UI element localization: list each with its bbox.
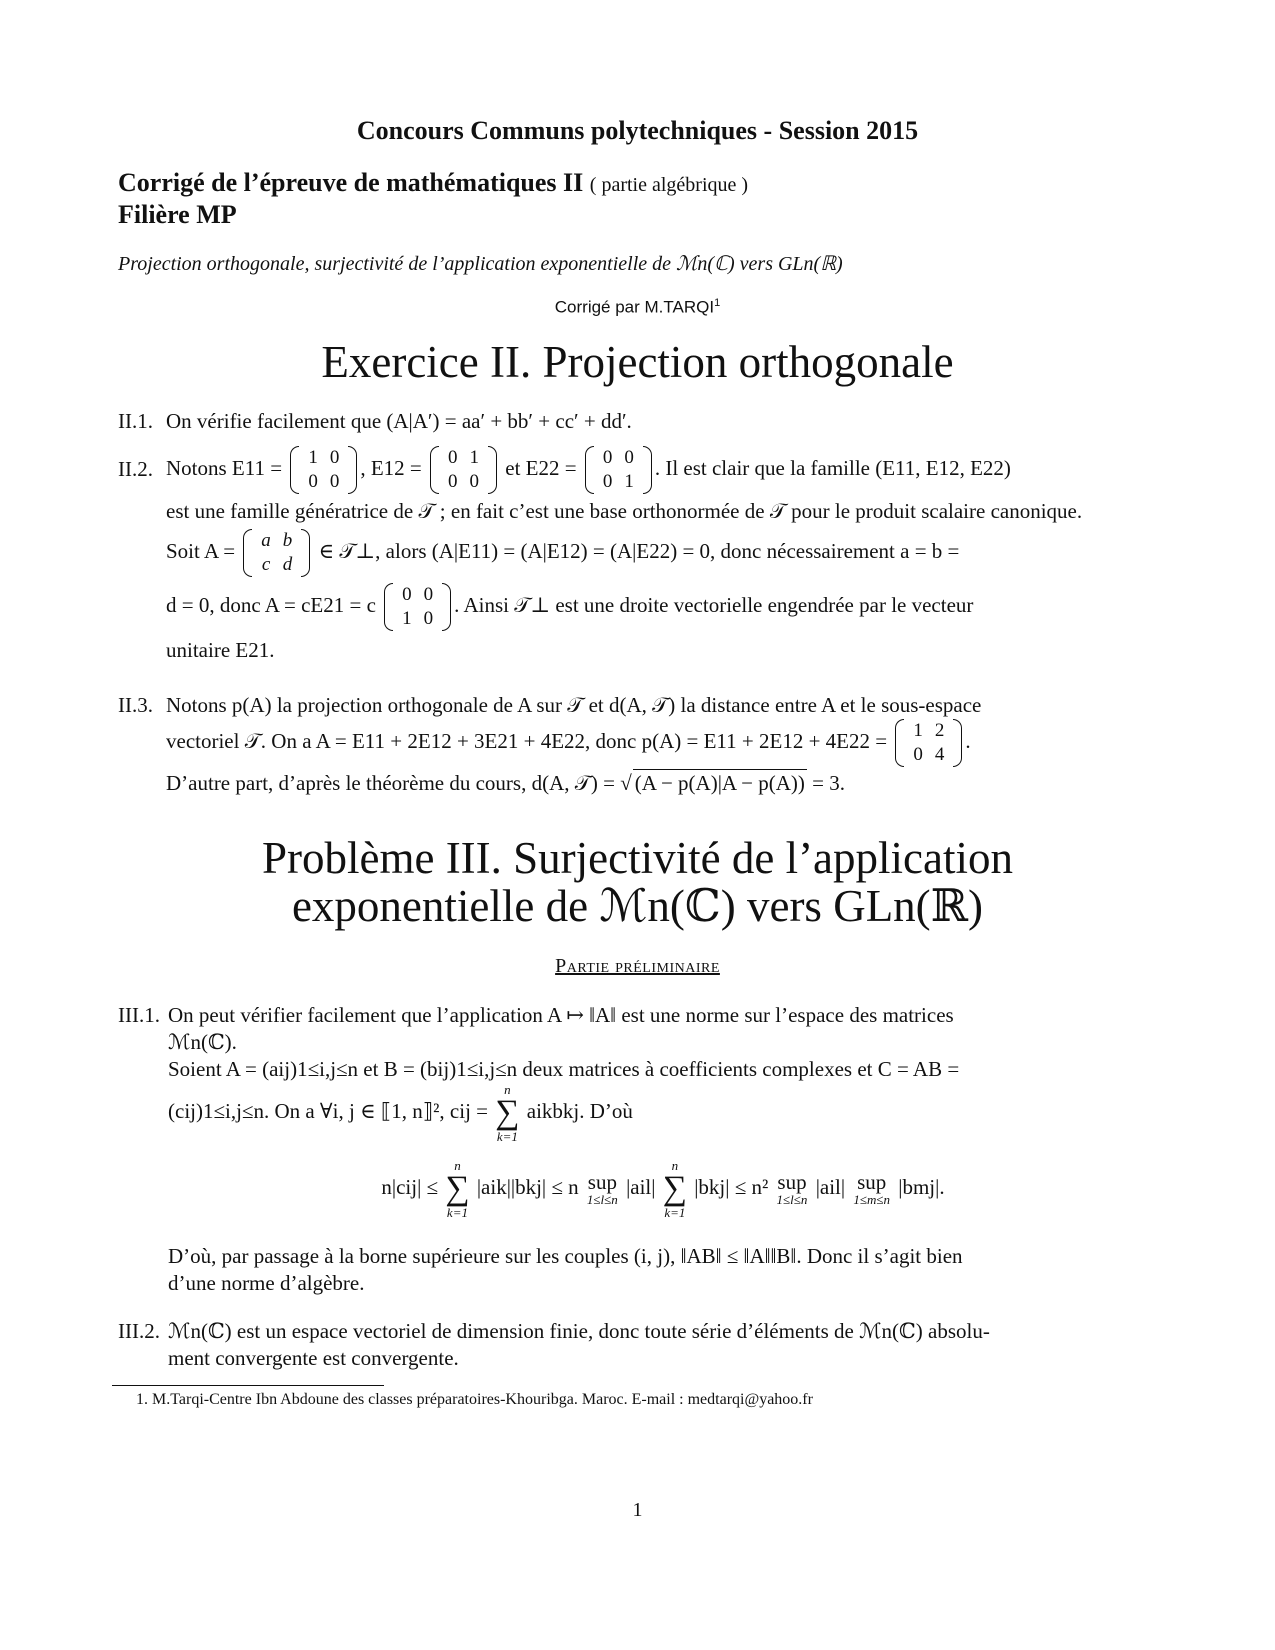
- item-label: II.2.: [118, 457, 153, 481]
- sup-operator: [853, 1171, 890, 1207]
- footnote: 1. M.Tarqi-Centre Ibn Abdoune des classes préparatoires-Khouribga. Maroc. E-mail : medtarqi@yahoo.fr: [136, 1391, 813, 1408]
- sup-operator: [587, 1171, 618, 1207]
- problem3-title-line2: exponentielle de ℳn(ℂ) vers GLn(ℝ): [291, 881, 984, 931]
- text-fragment: Soit A =: [166, 538, 236, 563]
- text-fragment: |aik||bkj| ≤ n: [476, 1174, 579, 1199]
- item-II-3: [118, 692, 1158, 797]
- text-fragment: n|cij| ≤: [381, 1174, 439, 1199]
- text-fragment: = 3.: [812, 771, 846, 795]
- sum-upper: n: [454, 1158, 461, 1173]
- sup-operator: [777, 1171, 808, 1207]
- sup-word: sup: [587, 1170, 617, 1195]
- text-fragment: vectoriel 𝒯. On a A = E11 + 2E12 + 3E21 + 4E22, donc p(A) = E11 + 2E12 + 4E22 =: [166, 728, 888, 753]
- inequality-display: [168, 1159, 1158, 1233]
- sum-sigma: ∑: [662, 1170, 687, 1207]
- sum-upper: n: [504, 1082, 511, 1097]
- sup-word: sup: [857, 1170, 887, 1195]
- sum-upper: n: [671, 1158, 679, 1173]
- text-fragment: , E12 =: [360, 455, 422, 480]
- sum-operator: [445, 1159, 469, 1219]
- page-number: 1: [632, 1499, 643, 1521]
- item-label: II.1.: [118, 409, 153, 433]
- item-II-1: [118, 408, 1158, 435]
- main-title: Concours Communs polytechniques - Session 2015: [356, 116, 919, 145]
- sum-lower: k=1: [664, 1205, 686, 1220]
- text-fragment: Notons E11 =: [166, 455, 283, 480]
- sum-lower: k=1: [446, 1205, 468, 1220]
- item-label: II.3.: [118, 693, 153, 717]
- text-fragment: d = 0, donc A = cE21 = c: [166, 592, 376, 617]
- sup-limit: 1≤l≤n: [586, 1192, 618, 1208]
- theme-line: Projection orthogonale, surjectivité de l’application exponentielle de ℳn(ℂ) vers GLn(ℝ): [118, 253, 843, 275]
- item-III-2: [118, 1318, 1158, 1372]
- text-line: ℳn(ℂ).: [168, 1030, 237, 1054]
- matrix-E11: 1 0 0 0: [290, 446, 357, 494]
- footnote-rule: [112, 1385, 384, 1386]
- text-line: Notons p(A) la projection orthogonale de A sur 𝒯 et d(A, 𝒯) la distance entre A et le sous-espace: [166, 693, 982, 717]
- matrix-line: [166, 583, 1156, 637]
- text-fragment: |ail|: [626, 1174, 656, 1199]
- item-III-1: [118, 1002, 1158, 1297]
- text-fragment: . Ainsi 𝒯⊥ est une droite vectorielle engendrée par le vecteur: [454, 592, 974, 617]
- text-fragment: .: [965, 728, 971, 753]
- sum-sigma: ∑: [495, 1094, 520, 1131]
- subtitle-block: [118, 168, 748, 230]
- text-fragment: aikbkj. D’où: [526, 1098, 633, 1123]
- distance-line: D’autre part, d’après le théorème du cours, d(A, 𝒯) = √ (A − p(A)|A − p(A)) = 3.: [166, 771, 846, 795]
- author: Corrigé par M.TARQI: [554, 297, 715, 317]
- text-fragment: ∈ 𝒯⊥, alors (A|E11) = (A|E12) = (A|E22) = 0, donc nécessairement a = b =: [318, 538, 960, 563]
- sum-operator: [663, 1159, 687, 1219]
- sup-limit: 1≤l≤n: [776, 1192, 808, 1208]
- text-fragment: D’autre part, d’après le théorème du cours, d(A, 𝒯) =: [166, 771, 615, 795]
- text-line: est une famille génératrice de 𝒯 ; en fait c’est une base orthonormée de 𝒯 pour le produit scalaire canonique.: [166, 499, 1083, 523]
- text-fragment: |bmj|.: [898, 1174, 945, 1199]
- text-line: On peut vérifier facilement que l’application A ↦ ‖A‖ est une norme sur l’espace des matrices: [168, 1003, 954, 1027]
- sqrt-content: (A − p(A)|A − p(A)): [634, 771, 805, 795]
- problem3-title: [0, 834, 1275, 930]
- matrix-E12: 0 1 0 0: [430, 446, 497, 494]
- text-line: d’une norme d’algèbre.: [168, 1271, 365, 1295]
- part-heading-text: Partie préliminaire: [555, 955, 720, 977]
- filiere: Filière MP: [118, 200, 237, 229]
- text-fragment: . Il est clair que la famille (E11, E12, E22): [654, 455, 1011, 480]
- sum-line: [168, 1082, 1158, 1144]
- sum-operator: [495, 1083, 519, 1143]
- exam-subtitle: Corrigé de l’épreuve de mathématiques II: [118, 168, 584, 197]
- matrix-pA: 1 2 0 4: [895, 719, 962, 767]
- item-label: III.2.: [118, 1319, 160, 1343]
- matrix-E21: 0 0 1 0: [384, 583, 451, 631]
- matrix-line: [166, 529, 1156, 583]
- exam-part: ( partie algébrique ): [589, 174, 749, 196]
- text-line: On vérifie facilement que (A|A′) = aa′ + bb′ + cc′ + dd′.: [166, 409, 632, 433]
- sum-sigma: ∑: [445, 1170, 470, 1207]
- matrix-A: a b c d: [243, 529, 310, 577]
- text-line: ment convergente est convergente.: [168, 1346, 459, 1370]
- text-line: Soient A = (aij)1≤i,j≤n et B = (bij)1≤i,j≤n deux matrices à coefficients complexes et C = AB =: [168, 1057, 960, 1081]
- matrix-E22: 0 0 0 1: [585, 446, 652, 494]
- sup-word: sup: [777, 1170, 807, 1195]
- problem3-title-line1: Problème III. Surjectivité de l’application: [261, 833, 1013, 883]
- item-II-2: [118, 446, 1158, 664]
- text-fragment: |ail|: [815, 1174, 846, 1199]
- author-line: [0, 296, 1275, 318]
- text-line: unitaire E21.: [166, 638, 275, 662]
- item-label: III.1.: [118, 1003, 160, 1027]
- text-fragment: |bkj| ≤ n²: [694, 1174, 769, 1199]
- matrix-line: [166, 446, 1156, 498]
- sum-lower: k=1: [496, 1129, 518, 1144]
- part-heading: [0, 954, 1275, 980]
- matrix-line: [166, 719, 1156, 769]
- text-line: ℳn(ℂ) est un espace vectoriel de dimension finie, donc toute série d’éléments de ℳn(ℂ) absolu-: [168, 1319, 990, 1343]
- sup-limit: 1≤m≤n: [853, 1192, 891, 1208]
- text-line: D’où, par passage à la borne supérieure sur les couples (i, j), ‖AB‖ ≤ ‖A‖‖B‖. Donc il s’agit bien: [168, 1244, 963, 1268]
- text-fragment: (cij)1≤i,j≤n. On a ∀i, j ∈ ⟦1, n⟧², cij =: [168, 1098, 488, 1123]
- exercise2-title: Exercice II. Projection orthogonale: [321, 337, 954, 387]
- footnote-mark: 1: [714, 297, 721, 309]
- text-fragment: et E22 =: [505, 455, 577, 480]
